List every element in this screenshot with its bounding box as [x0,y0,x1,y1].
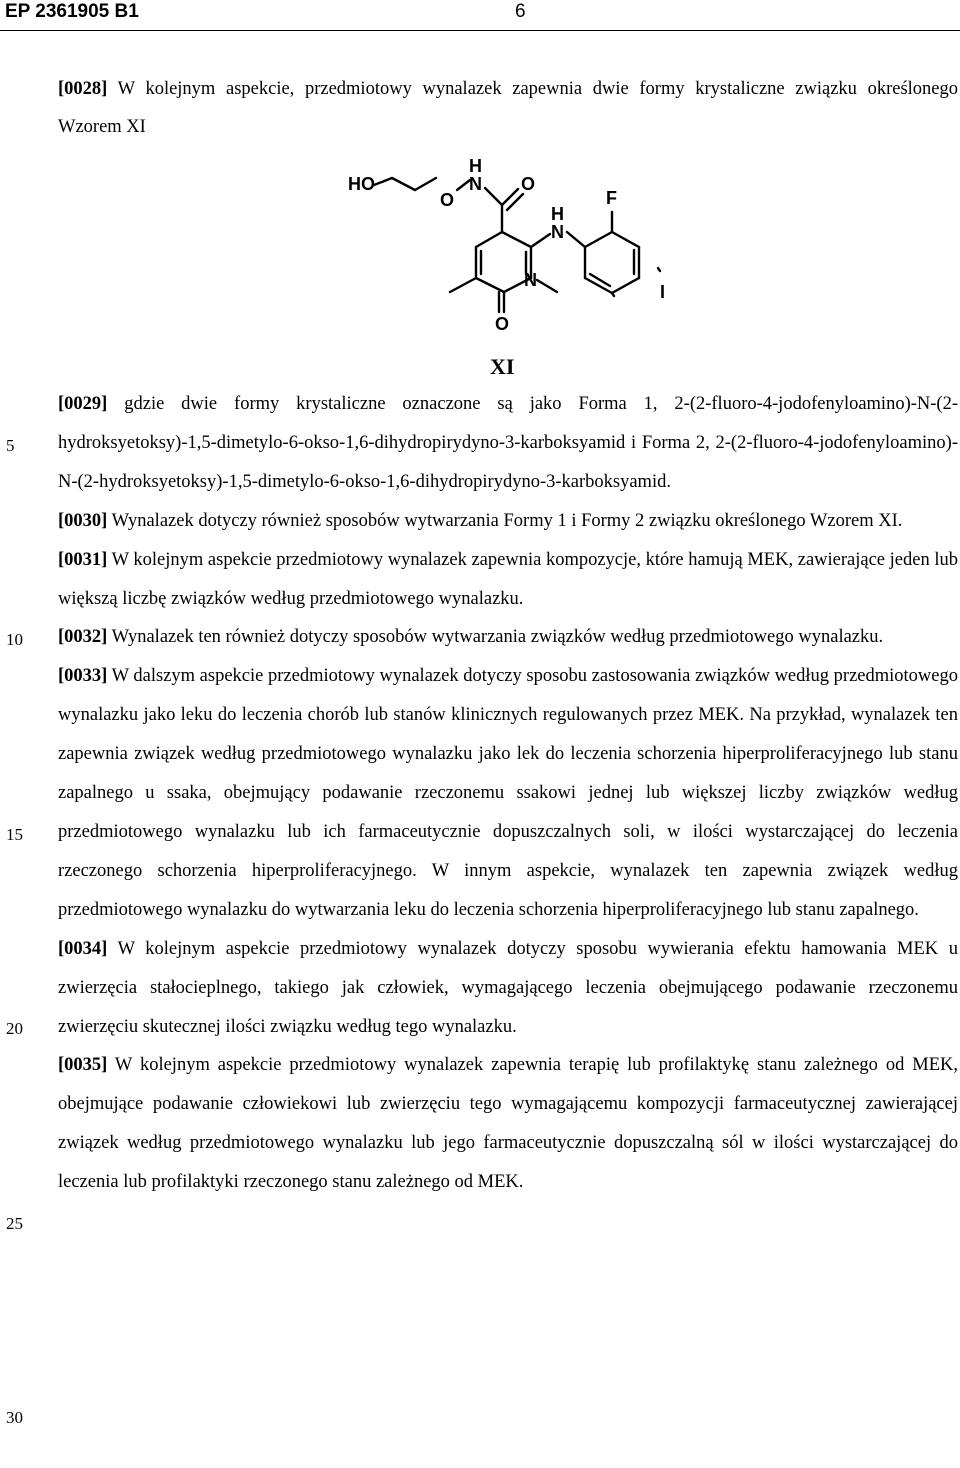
paragraph-0031 [58,541,958,619]
line-number-15: 15 [6,825,23,844]
paragraph-block-main [58,385,958,1202]
atom-label-amine-hydrogen: H [551,204,564,224]
paragraph-number: [0030] [58,510,108,531]
paragraph-0028 [58,70,958,146]
paragraph-text: Wynalazek dotyczy również sposobów wytwarzania Formy 1 i Formy 2 związku określonego Wzorem XI. [107,510,903,531]
paragraph-number: [0031] [58,549,108,570]
document-id: EP 2361905 B1 [5,1,139,22]
atom-label-iodine: I [660,282,666,302]
atom-label-fluorine: F [606,188,617,208]
paragraph-number: [0033] [58,666,108,687]
atom-label-amine-nitrogen: N [551,222,564,242]
paragraph-text: Wynalazek ten również dotyczy sposobów wytwarzania związków według przedmiotowego wynalazku. [107,627,884,648]
paragraph-0030 [58,502,958,541]
paragraph-text: W kolejnym aspekcie przedmiotowy wynalazek zapewnia terapię lub profilaktykę stanu zależnego od MEK, obejmujące podawanie człowiekowi lub zwierzęciu tego wymagającemu kompozycji farmaceutycznej zawierającej związek według przedmiotowego wynalazku lub jego farmaceutycznie dopuszczalną sól w ilości wystarczającej do leczenia lub profilaktyki rzeczonego stanu zależnego od MEK. [58,1055,958,1193]
paragraph-number: [0035] [58,1055,108,1076]
paragraph-0029 [58,385,958,502]
paragraph-number: [0032] [58,627,108,648]
atom-label-ring-oxygen: O [495,314,510,334]
paragraph-text: gdzie dwie formy krystaliczne oznaczone są jako Forma 1, 2-(2-fluoro-4-jodofenyloamino)-N-(2-hydroksyetoksy)-1,5-dimetylo-6-okso-1,6-dihydropirydyno-3-karboksyamid i Forma 2, 2-(2-fluoro-4-jodofenyloamino)-N-(2-hydroksyetoksy)-1,5-dimetylo-6-okso-1,6-dihydropirydyno-3-karboksyamid. [58,394,958,492]
paragraph-0032 [58,618,958,657]
paragraph-number: [0034] [58,938,108,959]
paragraph-0033 [58,657,958,929]
paragraph-0034 [58,930,958,1047]
atom-label-carbonyl-oxygen: O [521,174,536,194]
paragraph-0035 [58,1046,958,1202]
atom-label-amide-nitrogen: N [469,174,482,194]
paragraph-text: W kolejnym aspekcie, przedmiotowy wynalazek zapewnia dwie formy krystaliczne związku określonego Wzorem XI [58,79,958,137]
paragraph-text: W dalszym aspekcie przedmiotowy wynalazek dotyczy sposobu zastosowania związków według przedmiotowego wynalazku jako leku do leczenia chorób lub stanów klinicznych regulowanych przez MEK. Na przykład, wynalazek ten zapewnia związek według przedmiotowego wynalazku jako lek do leczenia schorzenia hiperproliferacyjnego lub stanu zapalnego u ssaka, obejmujący podawanie rzeczonemu ssakowi jednej lub większej liczby związków według przedmiotowego wynalazku lub ich farmaceutycznie dopuszczalnych soli, w ilości wystarczającej do leczenia rzeczonego schorzenia hiperproliferacyjnego. W innym aspekcie, wynalazek ten zapewnia związek według przedmiotowego wynalazku do wytwarzania leku do leczenia schorzenia hiperproliferacyjnego lub stanu zapalnego. [58,666,958,920]
paragraph-text: W kolejnym aspekcie przedmiotowy wynalazek zapewnia kompozycje, które hamują MEK, zawierające jeden lub większą liczbę związków według przedmiotowego wynalazku. [58,549,958,609]
paragraph-number: [0029] [58,394,108,414]
line-number-30: 30 [6,1408,23,1427]
paragraph-text: W kolejnym aspekcie przedmiotowy wynalazek dotyczy sposobu wywierania efektu hamowania MEK u zwierzęcia stałocieplnego, takiego jak człowiek, wymagającego leczenia obejmującego podawanie rzeczonemu zwierzęciu skutecznej ilości związku według tego wynalazku. [58,938,958,1037]
atom-label-ether-oxygen: O [440,190,455,210]
paragraph-block-intro [58,70,958,146]
formula-label: XI [490,354,515,379]
atom-label-amide-hydrogen: H [469,156,482,176]
header-divider [0,30,960,31]
line-number-25: 25 [6,1214,23,1233]
atom-label-hydroxyl: HO [348,174,375,194]
chemical-structure-formula-xi [330,150,690,380]
line-number-10: 10 [6,630,23,649]
atom-label-ring-nitrogen: N [524,270,537,290]
line-number-5: 5 [6,436,15,455]
paragraph-number: [0028] [58,79,108,99]
line-number-20: 20 [6,1019,23,1038]
page-number: 6 [515,1,526,22]
